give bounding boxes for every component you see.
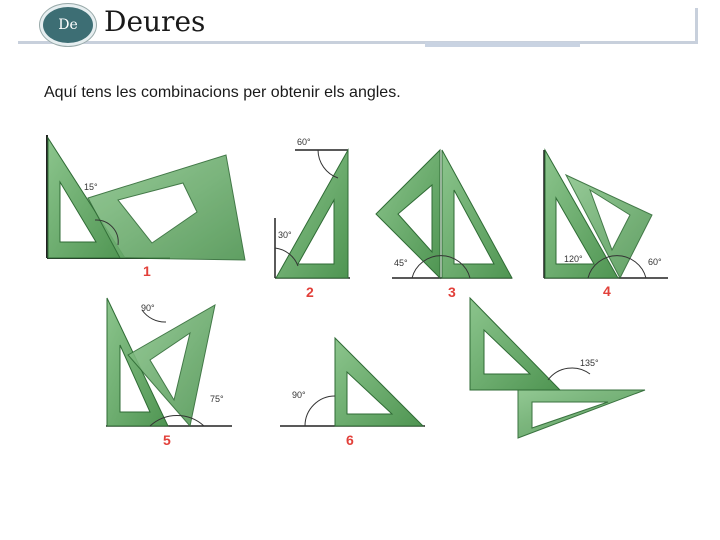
angle-label-30: 30° (278, 230, 292, 240)
angle-label-75: 75° (210, 394, 224, 404)
figure-1 (47, 135, 245, 279)
page-subtitle: Aquí tens les combinacions per obtenir els angles. (44, 84, 401, 101)
angle-label-45: 45° (394, 258, 408, 268)
angle-label-90b: 90° (292, 390, 306, 400)
figure-6 (280, 338, 425, 448)
page-title: Deures (104, 5, 206, 38)
figure-number-2: 2 (306, 284, 314, 300)
angle-label-90: 90° (141, 303, 155, 313)
angle-label-120: 120° (564, 254, 583, 264)
angle-label-15: 15° (84, 182, 98, 192)
angle-label-60b: 60° (648, 257, 662, 267)
section-badge: De (40, 4, 96, 46)
figure-7 (470, 298, 645, 438)
figure-number-3: 3 (448, 284, 456, 300)
angle-label-60: 60° (297, 137, 311, 147)
figure-2 (275, 137, 350, 300)
figure-5 (106, 298, 232, 448)
figure-number-5: 5 (163, 432, 171, 448)
figure-3 (376, 150, 512, 300)
angle-label-135: 135° (580, 358, 599, 368)
figure-number-6: 6 (346, 432, 354, 448)
figure-4 (544, 150, 668, 299)
figure-number-1: 1 (143, 263, 151, 279)
figure-number-4: 4 (603, 283, 611, 299)
